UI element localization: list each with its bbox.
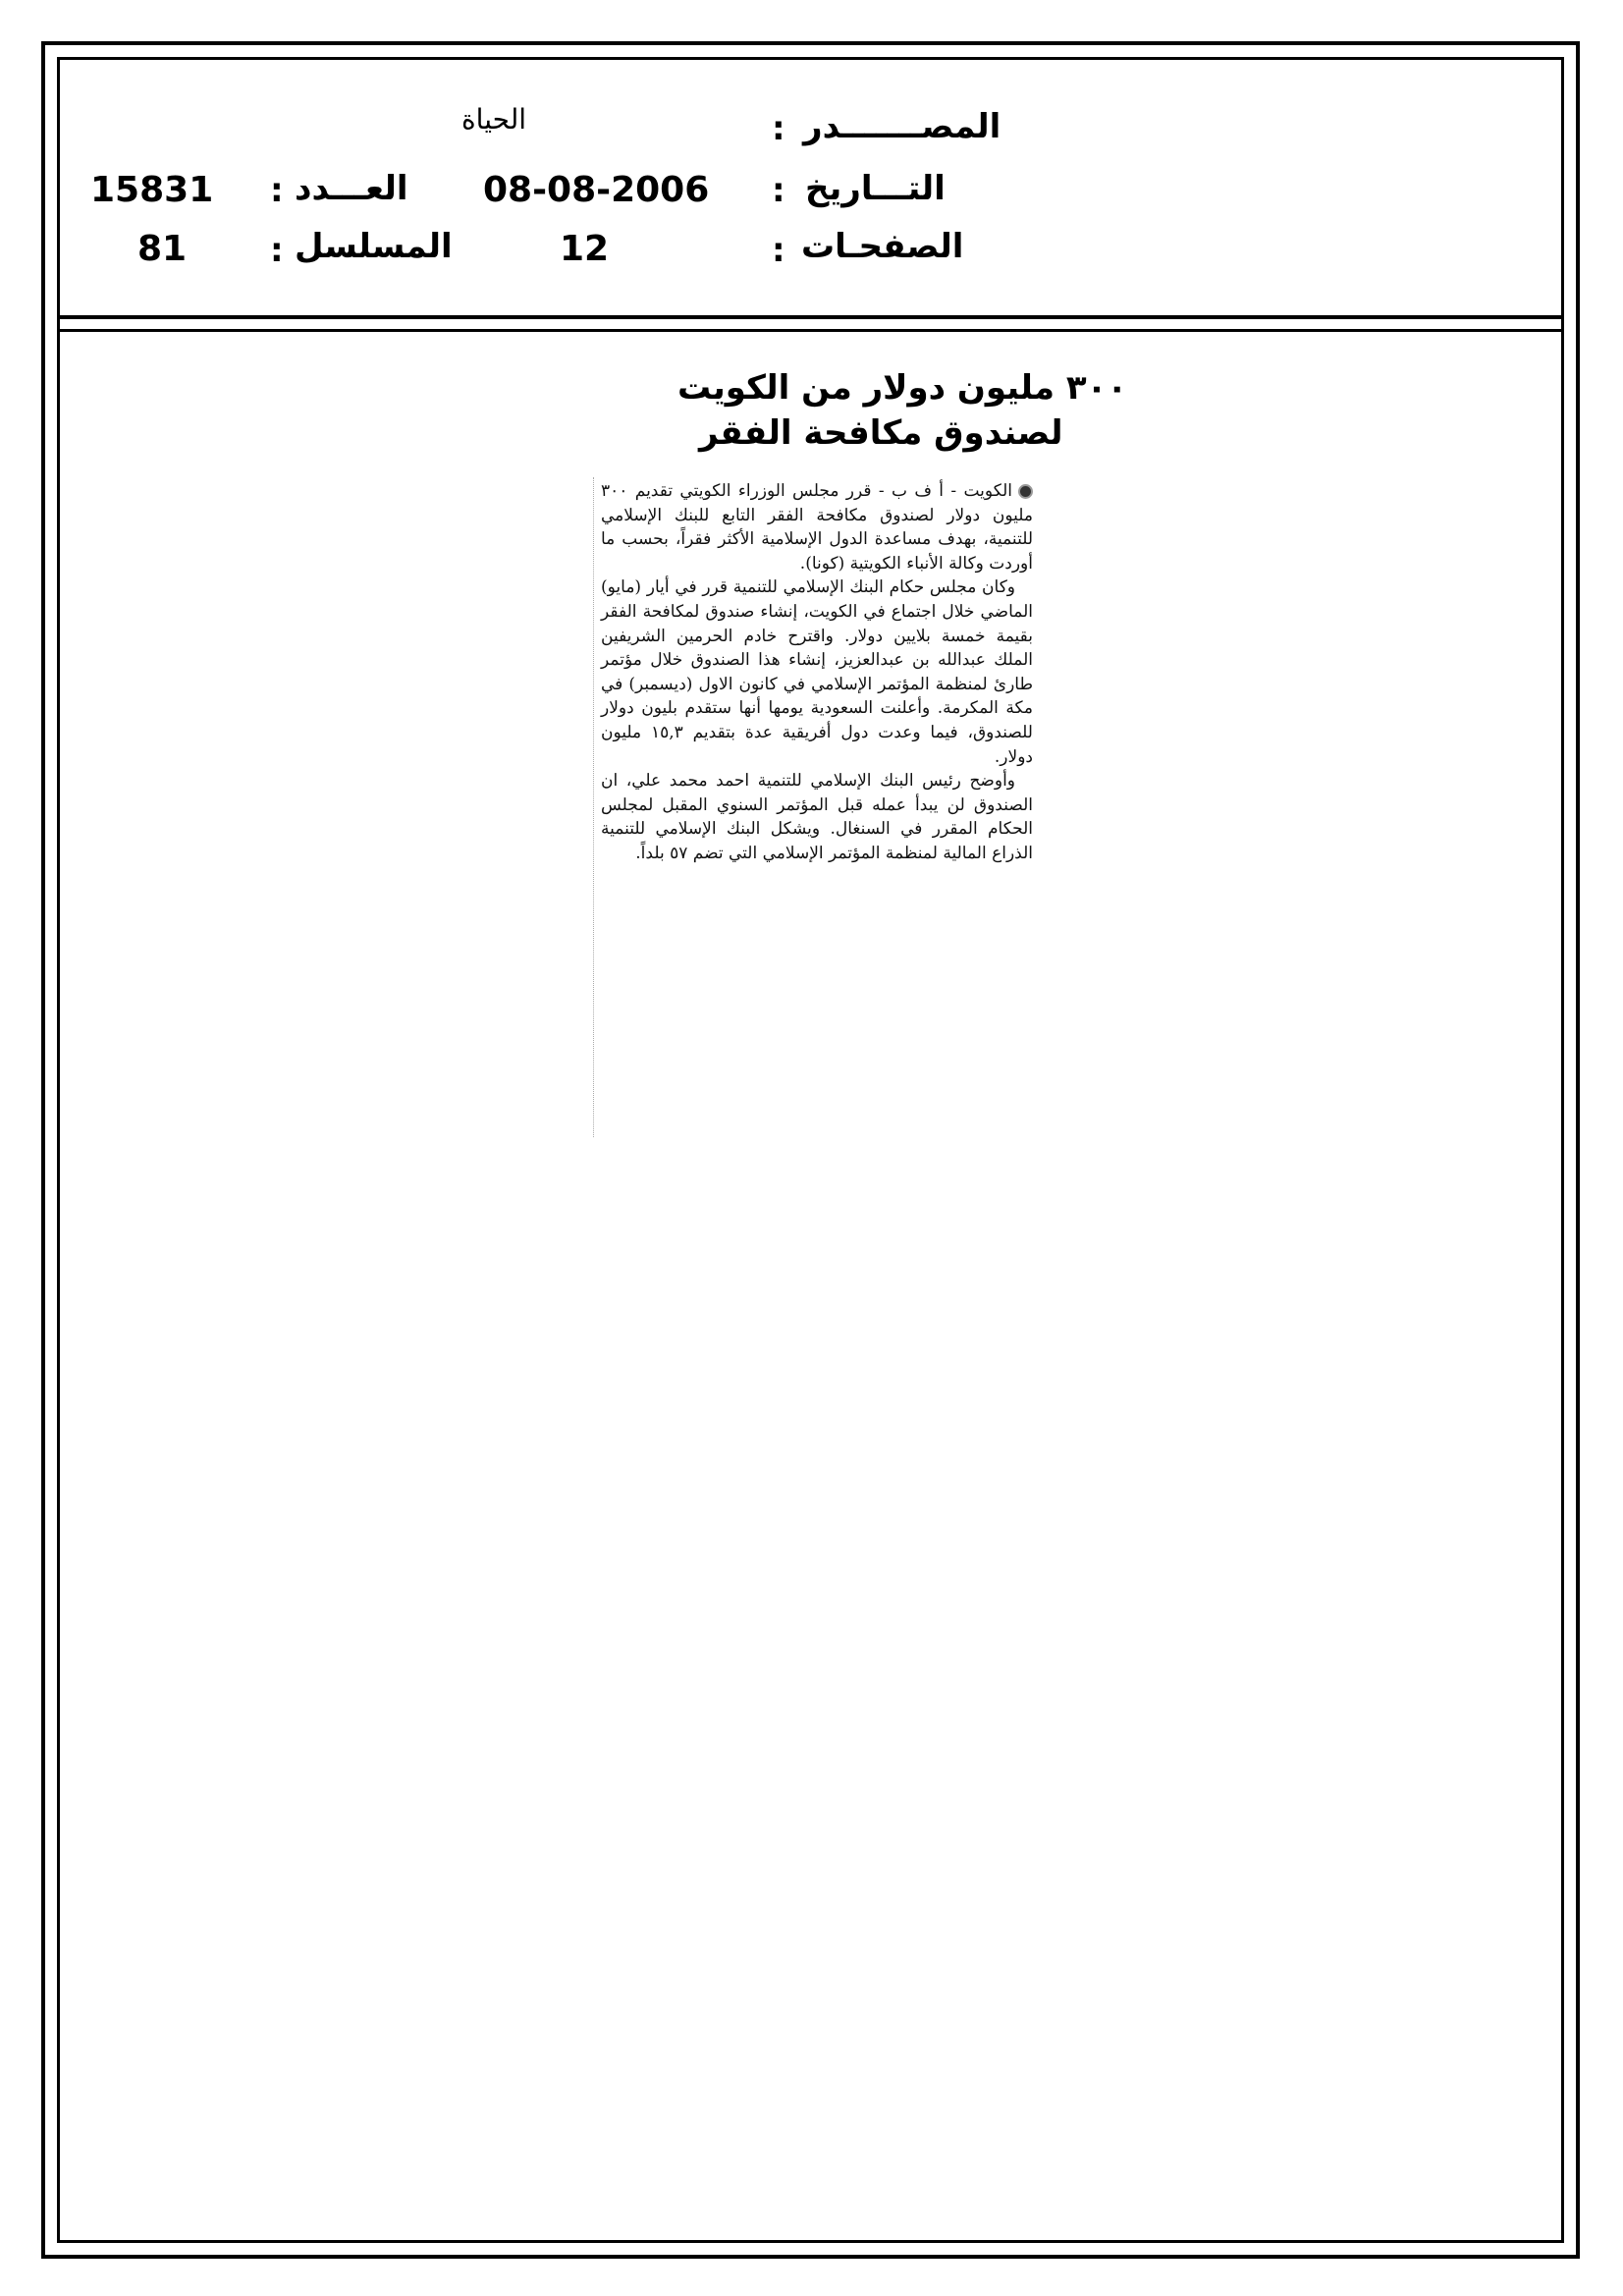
header-divider-inner [57,329,1564,332]
headline-line-2: لصندوق مكافحة الفقر [699,413,1063,453]
paragraph-1-text: الكويت - أ ف ب - قرر مجلس الوزراء الكويتي تقديم ٣٠٠ مليون دولار لصندوق مكافحة الفقر التابع للبنك الإسلامي للتنمية، بهدف مساعدة الدول الإسلامية الأكثر فقراً، بحسب ما أوردت وكالة الأنباء الكويتية (كونا). [601,481,1033,574]
article-paragraph-1 [601,479,1033,575]
issue-colon: : [270,171,284,210]
bullet-icon [1018,484,1033,499]
source-colon: : [772,109,785,148]
date-label: التـــاريخ [805,169,946,208]
pages-value: 12 [560,229,610,269]
source-label: المصـــــــدر [803,107,1001,146]
date-value: 08-08-2006 [483,170,710,210]
header-divider [57,315,1564,319]
date-colon: : [772,171,785,210]
pages-colon: : [772,231,785,270]
pages-label: الصفحـات [801,227,964,266]
serial-value: 81 [137,229,188,269]
article-body [601,479,1033,866]
issue-value: 15831 [90,170,214,210]
serial-label: المسلسل [295,227,453,266]
source-value: الحياة [461,103,527,136]
column-edge [593,477,594,1137]
article-paragraph-3: وأوضح رئيس البنك الإسلامي للتنمية احمد محمد علي، ان الصندوق لن يبدأ عمله قبل المؤتمر السنوي المقبل لمجلس الحكام المقرر في السنغال. ويشكل البنك الإسلامي للتنمية الذراع المالية لمنظمة المؤتمر الإسلامي التي تضم ٥٧ بلداً. [601,771,1033,863]
issue-label: العـــدد [295,169,408,208]
serial-colon: : [270,231,284,270]
headline-line-1: ٣٠٠ مليون دولار من الكويت [677,368,1128,408]
article-paragraph-2: وكان مجلس حكام البنك الإسلامي للتنمية قرر في أيار (مايو) الماضي خلال اجتماع في الكويت، إنشاء صندوق لمكافحة الفقر بقيمة خمسة بلايين دولار. واقترح خادم الحرمين الشريفين الملك عبدالله بن عبدالعزيز، إنشاء هذا الصندوق خلال مؤتمر طارئ لمنظمة المؤتمر الإسلامي في كانون الاول (ديسمبر) في مكة المكرمة. وأعلنت السعودية يومها أنها ستقدم بليون دولار للصندوق، فيما وعدت دول أفريقية عدة بتقديم ١٥,٣ مليون دولار. [601,577,1033,767]
